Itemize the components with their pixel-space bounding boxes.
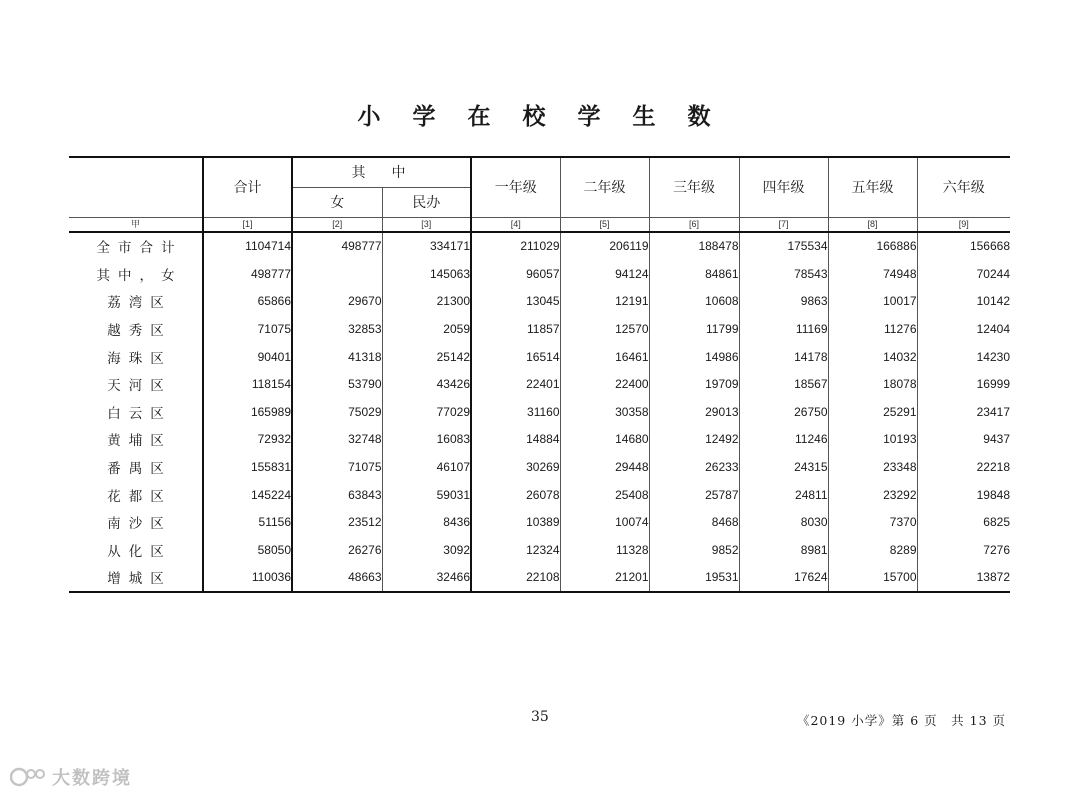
table-cell: 18567	[739, 370, 828, 398]
table-cell: 8289	[828, 536, 917, 564]
table-cell: 15700	[828, 564, 917, 593]
table-cell: 145063	[382, 260, 471, 288]
table-cell: 9852	[649, 536, 739, 564]
table-cell: 24315	[739, 453, 828, 481]
table-cell: 145224	[203, 481, 292, 509]
row-label: 全市合计	[96, 240, 183, 256]
table-cell: 58050	[203, 536, 292, 564]
table-cell: 71075	[203, 315, 292, 343]
table-cell: 16514	[471, 343, 560, 371]
table-cell: 22218	[917, 453, 1010, 481]
table-cell: 19709	[649, 370, 739, 398]
table-cell: 25408	[560, 481, 649, 509]
table-cell: 12570	[560, 315, 649, 343]
header-grade-4: 四年级	[739, 157, 828, 217]
table-row	[69, 315, 1010, 343]
table-row	[69, 536, 1010, 564]
table-cell: 23512	[292, 508, 382, 536]
table-cell: 11857	[471, 315, 560, 343]
table-cell: 22401	[471, 370, 560, 398]
table-cell: 65866	[203, 288, 292, 316]
table-cell: 22400	[560, 370, 649, 398]
table-cell: 26276	[292, 536, 382, 564]
table-cell: 11246	[739, 426, 828, 454]
row-label: 白云区	[107, 405, 172, 421]
table-cell: 31160	[471, 398, 560, 426]
table-cell: 22108	[471, 564, 560, 593]
table-cell: 32466	[382, 564, 471, 593]
table-cell: 7276	[917, 536, 1010, 564]
table-cell: 14178	[739, 343, 828, 371]
table-cell: 25142	[382, 343, 471, 371]
table-cell: 32853	[292, 315, 382, 343]
table-cell: 12324	[471, 536, 560, 564]
table-cell: 14884	[471, 426, 560, 454]
row-label: 越秀区	[107, 323, 172, 339]
table-cell: 96057	[471, 260, 560, 288]
table-cell: 14230	[917, 343, 1010, 371]
table-body	[69, 232, 1010, 593]
header-female: 女	[292, 187, 382, 217]
table-cell: 23348	[828, 453, 917, 481]
table-cell: 53790	[292, 370, 382, 398]
row-label: 荔湾区	[107, 295, 172, 311]
row-label: 其中，女	[96, 267, 183, 283]
table-row	[69, 260, 1010, 288]
table-row	[69, 564, 1010, 593]
row-label: 从化区	[107, 543, 172, 559]
header-grade-6: 六年级	[917, 157, 1010, 217]
row-label-header	[69, 157, 203, 217]
table-cell: 23292	[828, 481, 917, 509]
page-title: 小 学 在 校 学 生 数	[357, 104, 723, 130]
row-label: 天河区	[107, 378, 172, 394]
table-row	[69, 343, 1010, 371]
row-label: 花都区	[107, 488, 172, 504]
table-cell: 211029	[471, 232, 560, 261]
table-cell: 70244	[917, 260, 1010, 288]
table-cell: 16999	[917, 370, 1010, 398]
table-cell: 1104714	[203, 232, 292, 261]
table-cell: 7370	[828, 508, 917, 536]
table-row	[69, 453, 1010, 481]
table-cell: 43426	[382, 370, 471, 398]
table-cell: 9863	[739, 288, 828, 316]
table-cell: 166886	[828, 232, 917, 261]
header-private: 民办	[382, 187, 471, 217]
header-grade-1: 一年级	[471, 157, 560, 217]
table-cell: 17624	[739, 564, 828, 593]
table-cell: 188478	[649, 232, 739, 261]
row-label: 南沙区	[107, 516, 172, 532]
table-cell: 11328	[560, 536, 649, 564]
watermark	[10, 764, 132, 790]
table-cell: 13045	[471, 288, 560, 316]
table-row	[69, 370, 1010, 398]
table-cell: 12191	[560, 288, 649, 316]
table-cell: 29013	[649, 398, 739, 426]
table-cell	[292, 260, 382, 288]
table-cell: 16083	[382, 426, 471, 454]
table-cell: 155831	[203, 453, 292, 481]
table-cell: 51156	[203, 508, 292, 536]
header-grade-3: 三年级	[649, 157, 739, 217]
table-cell: 74948	[828, 260, 917, 288]
table-cell: 334171	[382, 232, 471, 261]
table-cell: 29670	[292, 288, 382, 316]
table-cell: 3092	[382, 536, 471, 564]
table-cell: 26078	[471, 481, 560, 509]
table-cell: 19531	[649, 564, 739, 593]
table-cell: 10074	[560, 508, 649, 536]
row-label: 海珠区	[107, 350, 172, 366]
table-cell: 14986	[649, 343, 739, 371]
document-reference: 《2019 小学》第 6 页 共 13 页	[796, 713, 1006, 728]
table-row	[69, 398, 1010, 426]
table-cell: 30269	[471, 453, 560, 481]
table-cell: 14032	[828, 343, 917, 371]
table-cell: 25291	[828, 398, 917, 426]
table-cell: 10389	[471, 508, 560, 536]
table-cell: 11276	[828, 315, 917, 343]
table-cell: 77029	[382, 398, 471, 426]
table-cell: 11169	[739, 315, 828, 343]
table-cell: 2059	[382, 315, 471, 343]
watermark-text: 大数跨境	[52, 768, 132, 789]
table-cell: 25787	[649, 481, 739, 509]
table-cell: 498777	[203, 260, 292, 288]
table-cell: 9437	[917, 426, 1010, 454]
table-cell: 118154	[203, 370, 292, 398]
table-cell: 90401	[203, 343, 292, 371]
table-cell: 94124	[560, 260, 649, 288]
table-cell: 23417	[917, 398, 1010, 426]
table-cell: 165989	[203, 398, 292, 426]
table-cell: 78543	[739, 260, 828, 288]
table-cell: 498777	[292, 232, 382, 261]
row-label: 增城区	[69, 564, 203, 593]
table-row	[69, 481, 1010, 509]
table-row	[69, 426, 1010, 454]
index-cell: 甲	[130, 218, 140, 229]
table-row	[69, 508, 1010, 536]
table-cell: 175534	[739, 232, 828, 261]
camera-logo-icon	[10, 766, 46, 788]
table-cell: 26233	[649, 453, 739, 481]
table-cell: 11799	[649, 315, 739, 343]
table-cell: 19848	[917, 481, 1010, 509]
table-cell: 24811	[739, 481, 828, 509]
table-cell: 46107	[382, 453, 471, 481]
index-cell: [4]	[471, 217, 560, 232]
table-cell: 71075	[292, 453, 382, 481]
table-cell: 16461	[560, 343, 649, 371]
table-row	[69, 232, 1010, 261]
index-cell: [9]	[917, 217, 1010, 232]
table-cell: 41318	[292, 343, 382, 371]
index-cell: [1]	[203, 217, 292, 232]
table-cell: 63843	[292, 481, 382, 509]
table-cell: 8468	[649, 508, 739, 536]
row-label: 黄埔区	[107, 433, 172, 449]
header-grade-2: 二年级	[560, 157, 649, 217]
table-cell: 18078	[828, 370, 917, 398]
table-cell: 206119	[560, 232, 649, 261]
table-cell: 10017	[828, 288, 917, 316]
table-cell: 30358	[560, 398, 649, 426]
table-row	[69, 288, 1010, 316]
table-cell: 75029	[292, 398, 382, 426]
index-cell: [8]	[828, 217, 917, 232]
index-cell: [2]	[292, 217, 382, 232]
table-cell: 21300	[382, 288, 471, 316]
table-cell: 8030	[739, 508, 828, 536]
index-cell: [3]	[382, 217, 471, 232]
row-label: 番禺区	[107, 461, 172, 477]
table-cell: 10608	[649, 288, 739, 316]
table-cell: 10142	[917, 288, 1010, 316]
table-cell: 84861	[649, 260, 739, 288]
table-cell: 6825	[917, 508, 1010, 536]
table-cell: 13872	[917, 564, 1010, 593]
table-cell: 10193	[828, 426, 917, 454]
header-of-which: 其 中	[292, 157, 471, 187]
index-cell: [6]	[649, 217, 739, 232]
table-cell: 12404	[917, 315, 1010, 343]
table-cell: 110036	[203, 564, 292, 593]
table-cell: 156668	[917, 232, 1010, 261]
table-cell: 29448	[560, 453, 649, 481]
table-cell: 48663	[292, 564, 382, 593]
table-cell: 14680	[560, 426, 649, 454]
table-cell: 21201	[560, 564, 649, 593]
table-cell: 8436	[382, 508, 471, 536]
index-cell: [5]	[560, 217, 649, 232]
table-cell: 12492	[649, 426, 739, 454]
header-total: 合计	[203, 157, 292, 217]
header-grade-5: 五年级	[828, 157, 917, 217]
index-cell: [7]	[739, 217, 828, 232]
page-number: 35	[531, 709, 549, 725]
table-cell: 59031	[382, 481, 471, 509]
table-cell: 26750	[739, 398, 828, 426]
student-count-table	[69, 156, 1010, 593]
table-cell: 8981	[739, 536, 828, 564]
table-cell: 72932	[203, 426, 292, 454]
table-cell: 32748	[292, 426, 382, 454]
